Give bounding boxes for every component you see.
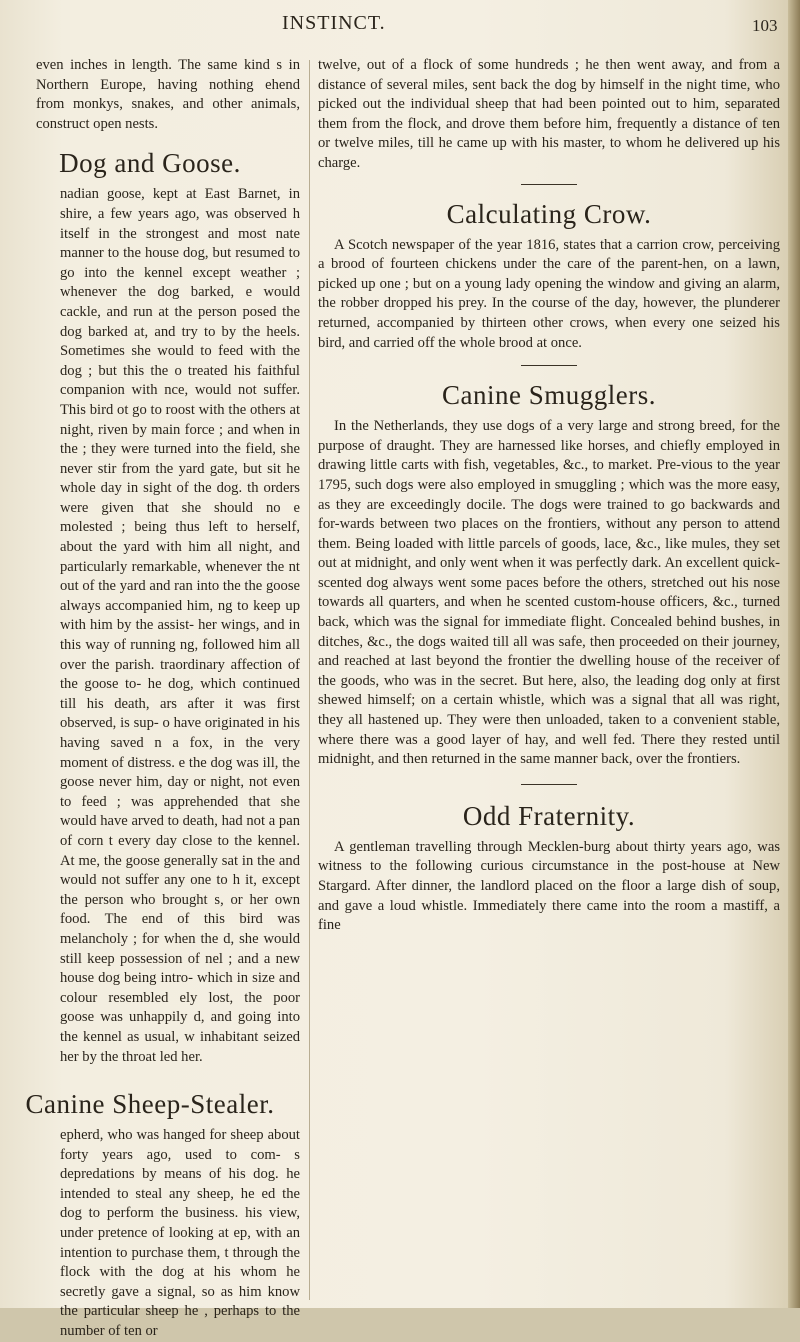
running-title: INSTINCT. bbox=[282, 12, 386, 34]
section-rule bbox=[521, 184, 577, 185]
page-header bbox=[0, 12, 788, 42]
section-body-dog-and-goose: nadian goose, kept at East Barnet, in shire, a few years ago, was observed h itself in the strongest and most nate manner to the house dog, but resumed to go into the kennel except weather ; whenever the dog barked, e would cackle, and run at the person posed the dog barked at, and try to by the heels. Sometimes she would to feed with the dog ; but this the o treated his faithful companion with nce, would not suffer. This bird ot go to roost with the others at night, riven by main force ; and when in the ; they were turned into the field, she never stir from the yard gate, but sit he whole day in sight of the dog. th orders were given that she should no e molested ; being thus left to herself, about the yard with him all night, and particularly remarkable, whenever the nt out of the yard and ran into the the goose always accompanied him, ng to keep up with him by the assist- her wings, and in this way of running ng, followed him all over the parish. traordinary affection of the goose to- he dog, which continued till his death, ars after it was first observed, is sup- o have originated in his having saved n a fox, in the very moment of distress. e the dog was ill, the goose never him, day or night, not even to feed ; was apprehended that she would have arved to death, had not a pan of corn t every day close to the kennel. At me, the goose generally sat in the and would not suffer any one to h it, except the person who brought s, or her own food. The end of this bird was melancholy ; for when the d, she would still keep possession of nel ; and a new house dog being intro- which in size and colour resembled ely lost, the poor goose was unhappily d, and going into the kennel as usual, w inhabitant seized her by the throat led her. bbox=[60, 186, 300, 1065]
section-body-odd-fraternity: A gentleman travelling through Mecklen-burg about thirty years ago, was witness to the following curious circumstance in the post-house at New Stargard. After dinner, the landlord placed on the floor a large dish of soup, and gave a loud whistle. Immediately there came into the room a mastiff, a fine bbox=[318, 838, 780, 934]
page-number: 103 bbox=[752, 16, 778, 35]
page-edge-shadow bbox=[788, 0, 800, 1308]
continuation-paragraph: twelve, out of a flock of some hundreds ; he then went away, and from a distance of several miles, sent back the dog by himself in the night time, who picked out the individual sheep that had been pointed out to him, separated them from the flock, and drove them before him, frequently a distance of ten or twelve miles, till he came up with his master, to whom he delivered up his charge. bbox=[318, 57, 780, 171]
section-rule bbox=[521, 784, 577, 785]
column-divider bbox=[309, 60, 310, 1300]
section-title-odd-fraternity: Odd Fraternity. bbox=[462, 800, 636, 831]
right-column bbox=[318, 56, 780, 936]
section-body-canine-smugglers: In the Netherlands, they use dogs of a very large and strong breed, for the purpose of draught. They are harnessed like horses, and chiefly employed in drawing little carts with fish, vegetables, &c., to market. Pre-vious to the year 1795, such dogs were also employed in smuggling ; which was the more easy, as they are exceedingly docile. The dogs were trained to go backwards and for-wards between two places on the frontiers, without any person to attend them. Being loaded with little parcels of goods, lace, &c., like mules, they set out at midnight, and only went when it was perfectly dark. An excellent quick-scented dog always went some paces before the others, stretched out his nose towards all quarters, and when he scented custom-house officers, &c., turned back, which was the signal for immediate flight. Concealed behind bushes, in ditches, &c., the dogs waited till all was safe, then proceeded on their journey, and reached at last beyond the frontier the dwelling house of the receiver of the goods, who was in the secret. But here, also, the leading dog only at first shewed himself; on a certain whistle, which was a signal that all was right, they all hastened up. They were then unloaded, taken to a convenient stable, where there was a good layer of hay, and well fed. There they rested until midnight, and then returned in the same manner back, over the frontiers. bbox=[318, 418, 780, 768]
section-title-canine-sheep-stealer: Canine Sheep-Stealer. bbox=[25, 1089, 275, 1120]
section-body-canine-sheep-stealer: epherd, who was hanged for sheep about forty years ago, used to com- s depredations by means of his dog. he intended to steal any sheep, he ed the dog to perform the business. his view, under pretence of looking at ep, with an intention to purchase them, t through the flock with the dog at his whom he secretly gave a signal, so as him know the particular sheep he , perhaps to the number of ten or bbox=[60, 1127, 300, 1340]
section-title-dog-and-goose: Dog and Goose. bbox=[59, 148, 241, 179]
section-title-calculating-crow: Calculating Crow. bbox=[446, 198, 652, 229]
section-title-canine-smugglers: Canine Smugglers. bbox=[442, 380, 656, 411]
left-column bbox=[0, 56, 300, 1342]
section-rule bbox=[521, 365, 577, 366]
intro-paragraph: even inches in length. The same kind s in Northern Europe, having nothing ehend from monkys, snakes, and other animals, construct open nests. bbox=[36, 57, 300, 132]
section-body-calculating-crow: A Scotch newspaper of the year 1816, states that a carrion crow, perceiving a brood of fourteen chickens under the care of the parent-hen, on a lawn, picked up one ; but on a young lady opening the window and giving an alarm, the robber dropped his prey. In the course of the day, however, the plunderer returned, accompanied by thirteen other crows, when every one seized his bird, and carried off the whole brood at once. bbox=[318, 236, 780, 351]
